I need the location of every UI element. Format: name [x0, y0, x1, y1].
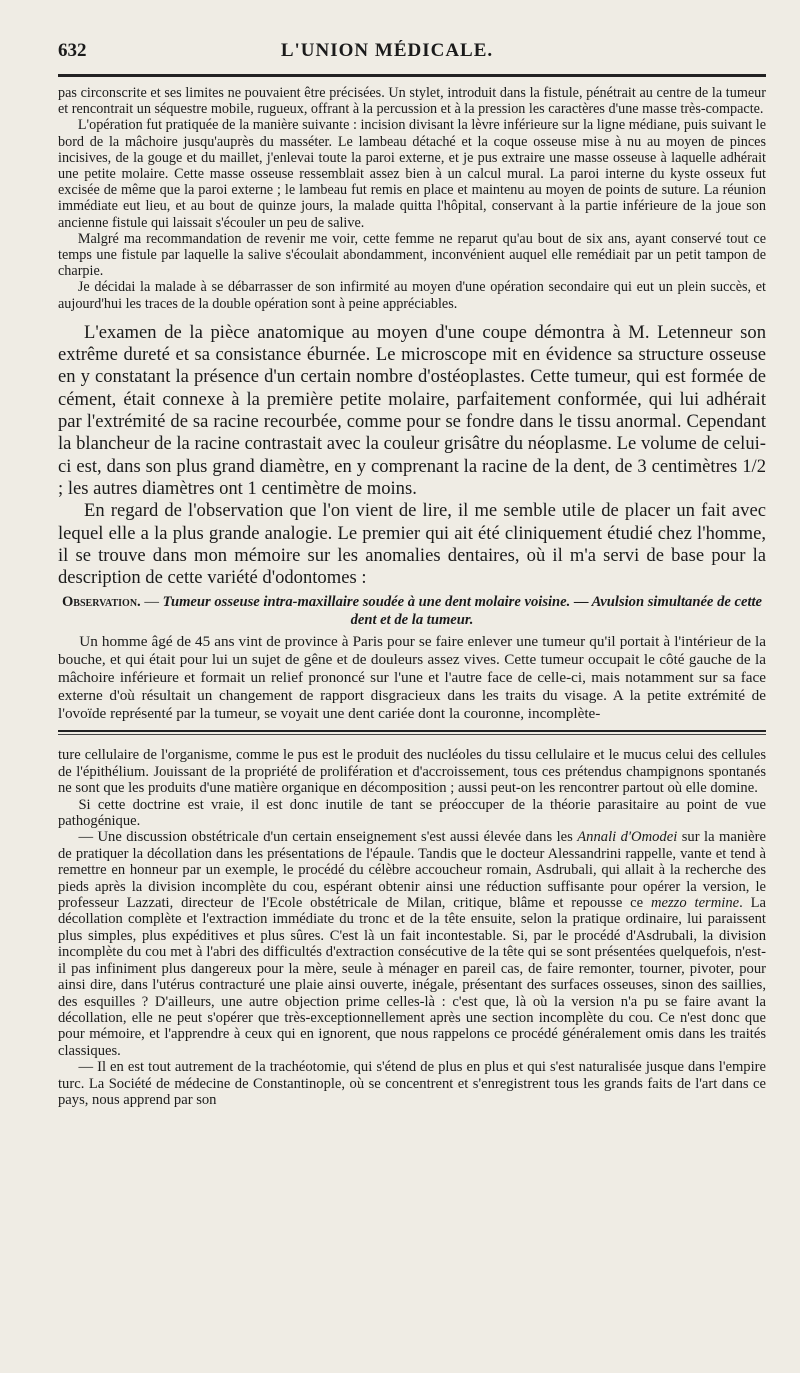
text-run: sur la manière de pratiquer la décollation dans les présentations de l'épaule. Tandis que le docteur Alessandrini rappelle, vante et tend à remettre en honneur par un exemple, le procédé du célèbre accoucheur romain, Asdrubali, qui allait à la recherche des pieds après la division incomplète du cou, espérant obtenir ainsi une réduction suffisante pour opérer la version, le professeur Lazzati, directeur de l'Ecole obstétricale de Milan, critique, blâme et repousse ce	[58, 829, 766, 912]
observation-heading	[58, 593, 766, 629]
italic-term: mezzo termine	[650, 895, 740, 912]
journal-title: Annali d'Omodei	[577, 829, 678, 846]
paragraph: — Il en est tout autrement de la trachéotomie, qui s'étend de plus en plus et qui s'est naturalisée jusque dans l'empire turc. La Société de médecine de Constantinople, où se concentrent et s'enregistrent tous les grands faits de l'art dans ce pays, nous apprend par son	[58, 1059, 766, 1108]
header-rule	[58, 74, 766, 77]
paragraph: Un homme âgé de 45 ans vint de province à Paris pour se faire enlever une tumeur qu'il portait à l'intérieur de la bouche, et qui était pour lui un sujet de gêne et de douleurs assez vives. Cette tumeur occupait le côté gauche de la mâchoire inférieure et formait un relief prononcé sur l'une et l'autre face de celle-ci, mais notamment sur sa face externe d'où résultait un changement de rapport disgracieux dans les traits du visage. A la petite extrémité de l'ovoïde représenté par la tumeur, se voyait une dent cariée dont la couronne, incomplète-	[58, 633, 766, 723]
paragraph	[58, 829, 766, 1059]
text-run: — Une discussion obstétricale d'un certain enseignement s'est aussi élevée dans les	[78, 829, 578, 846]
observation-dash: —	[140, 594, 163, 611]
observation-label: Observation.	[61, 594, 141, 611]
feuilleton-rule	[58, 730, 766, 735]
article-body	[58, 85, 766, 723]
paragraph: pas circonscrite et ses limites ne pouvaient être précisées. Un stylet, introduit dans la fistule, pénétrait au centre de la tumeur et rencontrait un séquestre mobile, rugueux, offrant à la percussion et à la pression les caractères d'une masse très-compacte.	[58, 85, 766, 118]
running-title: L'UNION MÉDICALE.	[280, 40, 494, 61]
paragraph: Malgré ma recommandation de revenir me voir, cette femme ne reparut qu'au bout de six ans, ayant conservé tout ce temps une fistule par laquelle la salive s'écoulait abondamment, inconvénient auquel elle remédiait par un petit tampon de charpie.	[58, 230, 766, 280]
observation-title: Tumeur osseuse intra-maxillaire soudée à une dent molaire voisine. — Avulsion simultanée de cette dent et de la tumeur.	[162, 594, 763, 629]
paragraph: ture cellulaire de l'organisme, comme le pus est le produit des nucléoles du tissu cellulaire et le mucus celui des cellules de l'épithélium. Jouissant de la propriété de prolifération et d'accroissement, tous ces prétendus champignons spontanés ne sont que les produits d'une matière organique en décomposition ; aussi peut-on les rencontrer partout où elle domine.	[58, 747, 766, 797]
paragraph: L'opération fut pratiquée de la manière suivante : incision divisant la lèvre inférieure sur la ligne médiane, puis suivant le bord de la mâchoire jusqu'auprès du masséter. Le lambeau détaché et la coque osseuse mise à nu au moyen de pinces incisives, de la gouge et du maillet, j'enlevai toute la paroi externe, et je pus extraire une masse osseuse à laquelle adhérait une petite molaire. Cette masse osseuse ressemblait assez bien à un calcul mural. La paroi interne du kyste osseux fut excisée de même que la paroi externe ; le lambeau fut remis en place et maintenu au moyen de points de suture. La réunion immédiate eut lieu, et au bout de quinze jours, la malade quitta l'hôpital, conservant à la partie inférieure de la joue son ancienne fistule qui laissait s'écouler un peu de salive.	[58, 117, 766, 231]
page-header	[58, 40, 766, 74]
paragraph: Je décidai la malade à se débarrasser de son infirmité au moyen d'une opération secondaire qui eut un plein succès, et aujourd'hui les traces de la double opération sont à peine appréciables.	[58, 279, 766, 312]
paragraph: Si cette doctrine est vraie, il est donc inutile de tant se préoccuper de la théorie parasitaire au point de vue pathogénique.	[58, 796, 766, 830]
paragraph: En regard de l'observation que l'on vient de lire, il me semble utile de placer un fait avec lequel elle a la plus grande analogie. Le premier qui ait été cliniquement étudié chez l'homme, il se trouve dans mon mémoire sur les anomalies dentaires, où il m'a servi de base pour la description de cette variété d'odontomes :	[58, 500, 766, 589]
feuilleton	[58, 747, 766, 1108]
document-page	[58, 40, 766, 1365]
text-run: . La décollation complète et l'extraction immédiate du tronc et de la tête ensuite, selon la pratique ordinaire, lui paraissent plus simples, plus expéditives et plus sûres. C'est là un fait incontestable. Si, par le procédé d'Asdrubali, la division incomplète du cou met à l'abri des difficultés d'extraction consécutive de la tête qui se sont présentées quelquefois, n'est-il pas infiniment plus dangereux pour la mère, seule à ménager en pareil cas, de faire remonter, tourner, pivoter, pour ainsi dire, dans l'utérus contracturé une plaie ainsi ouverte, inégale, présentant des surfaces osseuses, sinon des saillies, des esquilles ? D'ailleurs, une autre objection prime celles-là : c'est que, là où la version n'a pu se faire avant la décollation, elle ne peut s'opérer que très-exceptionnellement après une section incomplète du cou. Ce n'est donc que pour mémoire, et l'apprendre à ceux qui en ignorent, que nous rappelons ce procédé généralement omis dans les traités classiques.	[58, 895, 766, 1059]
paragraph: L'examen de la pièce anatomique au moyen d'une coupe démontra à M. Letenneur son extrême dureté et sa consistance éburnée. Le microscope mit en évidence sa structure osseuse en y constatant la présence d'un certain nombre d'ostéoplastes. Cette tumeur, qui est formée de cément, était connexe à la première petite molaire, parfaitement conformée, qui lui adhérait par l'extrémité de sa racine recourbée, comme pour se fondre dans le tissu anormal. Cependant la blancheur de la racine contrastait avec la couleur grisâtre du néoplasme. Le volume de celui-ci est, dans son plus grand diamètre, en y comprenant la racine de la dent, de 3 centimètres 1/2 ; les autres diamètres ont 1 centimètre de moins.	[58, 321, 766, 499]
page-number: 632	[58, 40, 87, 61]
